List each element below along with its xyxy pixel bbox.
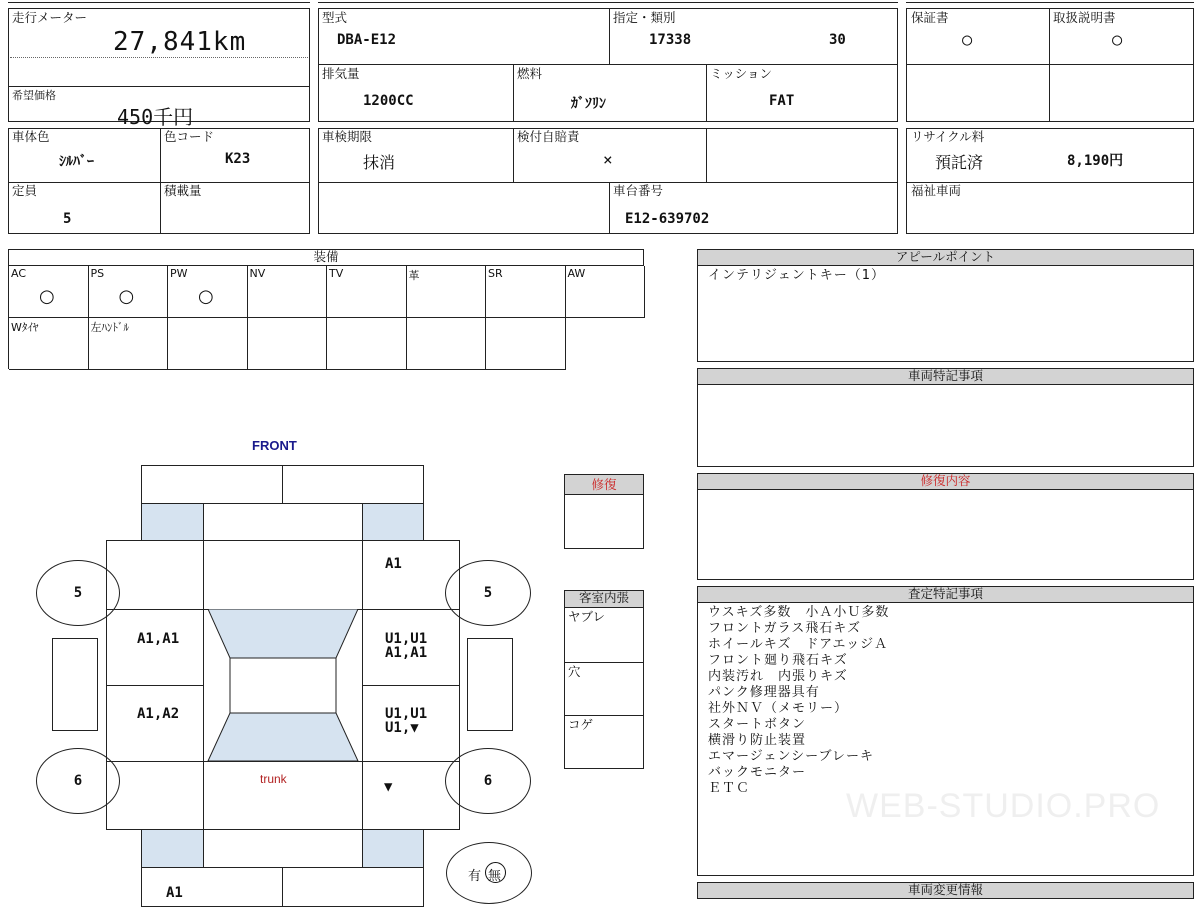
body-color-label: 車体色 (12, 129, 50, 144)
mark-right-rear-door-1: U1,U1 (385, 706, 428, 722)
interior-item-hole: 穴 (568, 664, 581, 679)
equipment-cell (248, 266, 328, 318)
hood-center (203, 540, 363, 610)
interior-item-tear: ヤブレ (568, 609, 606, 624)
interior-item-burn: コゲ (568, 717, 594, 732)
front-right-pillar (362, 503, 424, 541)
equipment-cell (407, 266, 487, 318)
capacity-value: 5 (63, 211, 72, 227)
assessment-line: パンク修理器具有 (708, 685, 820, 700)
equipment-cell (9, 318, 89, 370)
mark-rear-bumper-left: A1 (166, 885, 183, 901)
tire-front-right (445, 560, 531, 626)
model-label: 型式 (322, 10, 348, 25)
assessment-line: ＥＴＣ (708, 781, 751, 796)
equipment-label: TV (329, 267, 344, 280)
equipment-mark: ○ (198, 286, 214, 307)
trunk-label: trunk (260, 772, 287, 786)
left-front-door (106, 609, 204, 686)
rear-bumper-left (141, 867, 283, 907)
assessment-line: 内装汚れ 内張りキズ (708, 669, 848, 684)
spare-yes: 有 (468, 869, 482, 884)
interior-header: 客室内張 (564, 590, 644, 608)
mark-right-front-door-2: A1,A1 (385, 645, 428, 661)
left-mirror (52, 638, 98, 731)
front-bumper-left (141, 465, 283, 504)
front-label: FRONT (252, 438, 297, 453)
left-front-fender (106, 540, 204, 610)
equipment-cell (407, 318, 487, 370)
manual-label: 取扱説明書 (1053, 10, 1116, 25)
assessment-line: エマージェンシーブレーキ (708, 749, 874, 764)
meter-value: 27,841km (113, 27, 247, 57)
equipment-label: SR (488, 267, 503, 280)
assessment-line: バックモニター (708, 765, 807, 780)
inspection-block (318, 128, 898, 234)
assessment-line: フロント廻り飛石キズ (708, 653, 848, 668)
manual-value: ○ (1112, 30, 1123, 50)
equipment-cell (89, 318, 169, 370)
tire-rear-right-value: 6 (483, 773, 493, 789)
meter-label: 走行メーター (12, 10, 88, 25)
spare-no: 無 (488, 869, 502, 884)
warranty-label: 保証書 (911, 10, 949, 25)
appeal-header: アピールポイント (697, 249, 1194, 266)
mark-left-rear-door: A1,A2 (137, 706, 180, 722)
rear-bumper-right (282, 867, 424, 907)
equipment-table (8, 265, 644, 369)
equipment-label: PS (90, 267, 105, 280)
equipment-cell (327, 266, 407, 318)
equipment-label: 左ﾊﾝﾄﾞﾙ (90, 321, 129, 334)
inspection-label: 車検期限 (322, 129, 373, 144)
mark-right-rear-door-2: U1,▼ (385, 720, 419, 736)
equipment-cell (327, 318, 407, 370)
recycle-label: リサイクル料 (911, 129, 985, 144)
tire-rear-left-value: 6 (73, 773, 83, 789)
welfare-label: 福祉車両 (911, 183, 962, 198)
color-capacity-block (8, 128, 310, 234)
rear-left-pillar (141, 829, 204, 868)
equipment-cell (9, 266, 89, 318)
model-value: DBA-E12 (337, 32, 397, 48)
fuel-label: 燃料 (517, 66, 543, 81)
tire-front-right-value: 5 (483, 585, 493, 601)
liability-value: × (603, 150, 613, 169)
right-mirror (467, 638, 513, 731)
transmission-value: FAT (769, 93, 795, 109)
front-bumper-right (282, 465, 424, 504)
repair-detail-box (697, 489, 1194, 580)
recycle-amount: 8,190円 (1067, 153, 1124, 169)
interior-box (564, 607, 644, 769)
equipment-mark: ○ (39, 286, 55, 307)
equipment-cell (168, 318, 248, 370)
designation-class: 30 (829, 32, 846, 48)
designation-number: 17338 (649, 32, 692, 48)
assessment-line: ホイールキズ ドアエッジＡ (708, 637, 889, 652)
liability-label: 検付自賠責 (517, 129, 580, 144)
assessment-line: 横滑り防止装置 (708, 733, 807, 748)
meter-price-block (8, 8, 310, 129)
price-label: 希望価格 (12, 89, 56, 102)
price-value: 450千円 (117, 105, 194, 129)
spec-block (318, 8, 898, 122)
hood (203, 503, 363, 541)
assessment-line: ウスキズ多数 小Ａ小Ｕ多数 (708, 605, 890, 620)
mark-front-right: A1 (385, 556, 402, 572)
warranty-value: ○ (962, 30, 973, 50)
mark-left-front-door: A1,A1 (137, 631, 180, 647)
fuel-value: ｶﾞｿﾘﾝ (571, 96, 606, 112)
recycle-status: 預託済 (935, 153, 984, 172)
recycle-block (906, 128, 1194, 234)
mark-right-rear-fender: ▼ (384, 779, 393, 795)
equipment-label: NV (249, 267, 266, 280)
special-header: 車両特記事項 (697, 368, 1194, 385)
left-rear-fender (106, 761, 204, 830)
equipment-label: PW (170, 267, 188, 280)
equipment-label: AW (567, 267, 586, 280)
appeal-text: インテリジェントキー（1） (708, 268, 886, 283)
assessment-lines (708, 605, 889, 797)
assessment-header: 査定特記事項 (697, 586, 1194, 603)
body-color-value: ｼﾙﾊﾞｰ (59, 154, 94, 170)
equipment-header: 装備 (8, 249, 644, 266)
equipment-label: Wﾀｲﾔ (11, 321, 39, 334)
equipment-cell (168, 266, 248, 318)
tire-rear-left (36, 748, 120, 814)
capacity-label: 定員 (12, 183, 38, 198)
spare-tire (446, 842, 532, 904)
displacement-value: 1200CC (363, 93, 414, 109)
rear-window (208, 713, 358, 761)
assessment-box (697, 602, 1194, 876)
chassis-label: 車台番号 (613, 183, 664, 198)
chassis-value: E12-639702 (625, 211, 710, 227)
front-windshield (208, 609, 358, 658)
front-left-pillar (141, 503, 204, 541)
equipment-cell (248, 318, 328, 370)
windows-svg (203, 609, 363, 762)
rear-right-pillar (362, 829, 424, 868)
equipment-mark: ○ (118, 286, 135, 307)
left-rear-door (106, 685, 204, 762)
equipment-label: AC (11, 267, 27, 280)
assessment-line: スタートボタン (708, 717, 807, 732)
repair-box (564, 494, 644, 549)
right-rear-fender (362, 761, 460, 830)
displacement-label: 排気量 (322, 66, 360, 81)
documents-block (906, 8, 1194, 122)
appeal-box (697, 265, 1194, 362)
equipment-cell (486, 318, 566, 370)
inspection-value: 抹消 (363, 153, 396, 172)
color-code-value: K23 (225, 151, 251, 167)
change-header: 車両変更情報 (697, 882, 1194, 899)
equipment-cell (566, 266, 646, 318)
repair-header: 修復 (564, 474, 644, 495)
equipment-cell (89, 266, 169, 318)
assessment-line: 社外ＮＶ（メモリー） (708, 701, 849, 716)
load-label: 積載量 (164, 183, 202, 198)
rear-center (203, 829, 363, 868)
transmission-label: ミッション (710, 66, 773, 81)
mark-right-front-door-1: U1,U1 (385, 631, 428, 647)
assessment-line: フロントガラス飛石キズ (708, 621, 861, 636)
repair-detail-header: 修復内容 (697, 473, 1194, 490)
tire-front-left (36, 560, 120, 626)
tire-front-left-value: 5 (73, 585, 83, 601)
special-box (697, 384, 1194, 467)
roof-panel (230, 658, 336, 713)
color-code-label: 色コード (164, 129, 215, 144)
equipment-label: 革 (408, 269, 420, 282)
equipment-cell (486, 266, 566, 318)
designation-label: 指定・類別 (613, 10, 676, 25)
watermark: WEB-STUDIO.PRO (846, 787, 1161, 825)
tire-rear-right (445, 748, 531, 814)
